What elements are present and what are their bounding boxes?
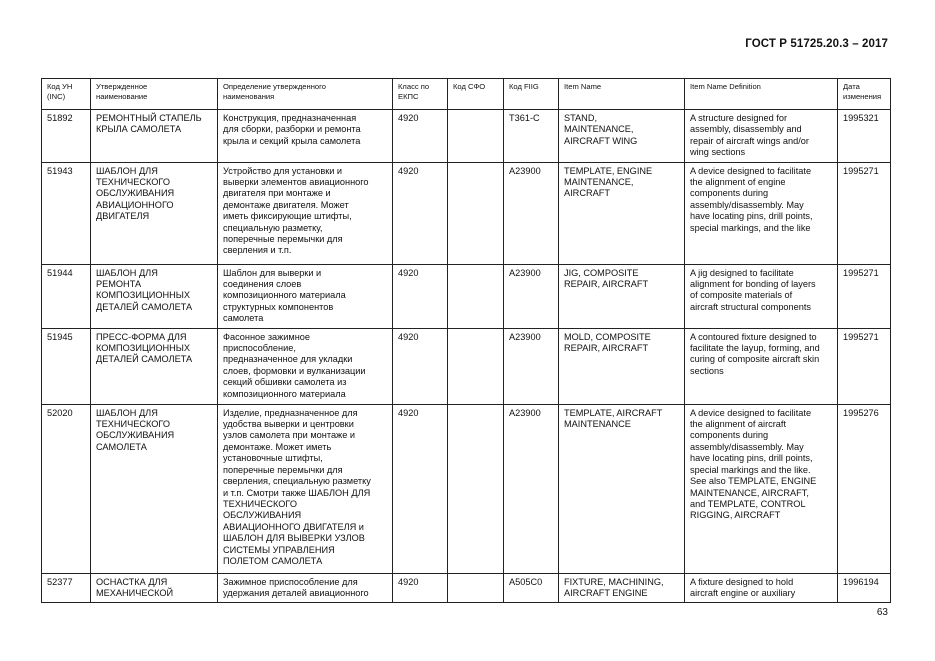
table-row — [42, 162, 891, 264]
cell-approved-name: ШАБЛОН ДЛЯ РЕМОНТА КОМПОЗИЦИОННЫХ ДЕТАЛЕЙ САМОЛЕТА — [91, 264, 218, 328]
cell-class: 4920 — [393, 264, 448, 328]
cell-class: 4920 — [393, 328, 448, 404]
cell-inc: 51892 — [42, 110, 91, 163]
cell-inc: 51945 — [42, 328, 91, 404]
cell-item-name-definition: A contoured fixture designed to facilitate the layup, forming, and curing of composite aircraft skin sections — [685, 328, 838, 404]
cell-item-name-definition: A device designed to facilitate the alignment of aircraft components during assembly/disassembly. May have locating pins, drill points, special markings and the like. See also TEMPLATE, ENGINE MAINTENANCE, AIRCRAFT, and TEMPLATE, CONTROL RIGGING, AIRCRAFT — [685, 404, 838, 573]
cell-change-date: 1995271 — [838, 328, 891, 404]
cell-sfo — [448, 404, 504, 573]
cell-item-name-definition: A fixture designed to hold aircraft engine or auxiliary — [685, 573, 838, 603]
col-header-item-name: Item Name — [559, 79, 685, 110]
cell-class: 4920 — [393, 162, 448, 264]
cell-class: 4920 — [393, 110, 448, 163]
cell-change-date: 1995321 — [838, 110, 891, 163]
col-header-inc: Код УН (INC) — [42, 79, 91, 110]
cell-fiig: A23900 — [504, 328, 559, 404]
cell-approved-name: ШАБЛОН ДЛЯ ТЕХНИЧЕСКОГО ОБСЛУЖИВАНИЯ АВИАЦИОННОГО ДВИГАТЕЛЯ — [91, 162, 218, 264]
cell-definition: Зажимное приспособление для удержания деталей авиационного — [218, 573, 393, 603]
cell-sfo — [448, 264, 504, 328]
table-row — [42, 573, 891, 603]
document-header: ГОСТ Р 51725.20.3 – 2017 — [745, 38, 888, 50]
cell-fiig: A23900 — [504, 404, 559, 573]
cell-approved-name: ШАБЛОН ДЛЯ ТЕХНИЧЕСКОГО ОБСЛУЖИВАНИЯ САМОЛЕТА — [91, 404, 218, 573]
cell-class: 4920 — [393, 573, 448, 603]
cell-item-name-definition: A device designed to facilitate the alignment of engine components during assembly/disassembly. May have locating pins, drill points, special markings, and the like — [685, 162, 838, 264]
cell-definition: Устройство для установки и выверки элементов авиационного двигателя при монтаже и демонтаже двигателя. Может иметь фиксирующие штифты, специальную разметку, поперечные перемычки для сверления и т.п. — [218, 162, 393, 264]
cell-class: 4920 — [393, 404, 448, 573]
cell-definition: Изделие, предназначенное для удобства выверки и центровки узлов самолета при монтаже и демонтаже. Может иметь установочные штифты, поперечные перемычки для сверления, специальную разметку и т.п. Смотри также ШАБЛОН ДЛЯ ТЕХНИЧЕСКОГО ОБСЛУЖИВАНИЯ АВИАЦИОННОГО ДВИГАТЕЛЯ и ШАБЛОН ДЛЯ ВЫВЕРКИ УЗЛОВ СИСТЕМЫ УПРАВЛЕНИЯ ПОЛЕТОМ САМОЛЕТА — [218, 404, 393, 573]
cell-item-name: STAND, MAINTENANCE, AIRCRAFT WING — [559, 110, 685, 163]
table-row — [42, 110, 891, 163]
cell-item-name-definition: A jig designed to facilitate alignment for bonding of layers of composite materials of aircraft structural components — [685, 264, 838, 328]
cell-item-name: FIXTURE, MACHINING, AIRCRAFT ENGINE — [559, 573, 685, 603]
cell-definition: Шаблон для выверки и соединения слоев композиционного материала структурных компонентов самолета — [218, 264, 393, 328]
cell-inc: 52377 — [42, 573, 91, 603]
cell-definition: Фасонное зажимное приспособление, предназначенное для укладки слоев, формовки и вулканизации секций обшивки самолета из композиционного материала — [218, 328, 393, 404]
cell-item-name: JIG, COMPOSITE REPAIR, AIRCRAFT — [559, 264, 685, 328]
page-number: 63 — [876, 607, 888, 618]
cell-inc: 51944 — [42, 264, 91, 328]
cell-change-date: 1995276 — [838, 404, 891, 573]
col-header-definition: Определение утвержденного наименования — [218, 79, 393, 110]
col-header-item-name-definition: Item Name Definition — [685, 79, 838, 110]
cell-item-name-definition: A structure designed for assembly, disassembly and repair of aircraft wings and/or wing sections — [685, 110, 838, 163]
cell-item-name: TEMPLATE, AIRCRAFT MAINTENANCE — [559, 404, 685, 573]
cell-change-date: 1995271 — [838, 264, 891, 328]
col-header-approved-name: Утвержденное наименование — [91, 79, 218, 110]
cell-fiig: A505C0 — [504, 573, 559, 603]
cell-sfo — [448, 328, 504, 404]
cell-definition: Конструкция, предназначенная для сборки, разборки и ремонта крыла и секций крыла самолета — [218, 110, 393, 163]
table-row — [42, 404, 891, 573]
cell-item-name: MOLD, COMPOSITE REPAIR, AIRCRAFT — [559, 328, 685, 404]
col-header-change-date: Дата изменения — [838, 79, 891, 110]
cell-inc: 52020 — [42, 404, 91, 573]
cell-approved-name: РЕМОНТНЫЙ СТАПЕЛЬ КРЫЛА САМОЛЕТА — [91, 110, 218, 163]
items-table — [41, 78, 891, 603]
col-header-sfo: Код СФО — [448, 79, 504, 110]
cell-approved-name: ОСНАСТКА ДЛЯ МЕХАНИЧЕСКОЙ — [91, 573, 218, 603]
cell-fiig: T361-C — [504, 110, 559, 163]
cell-change-date: 1996194 — [838, 573, 891, 603]
col-header-class: Класс по ЕКПС — [393, 79, 448, 110]
cell-approved-name: ПРЕСС-ФОРМА ДЛЯ КОМПОЗИЦИОННЫХ ДЕТАЛЕЙ САМОЛЕТА — [91, 328, 218, 404]
cell-item-name: TEMPLATE, ENGINE MAINTENANCE, AIRCRAFT — [559, 162, 685, 264]
col-header-fiig: Код FIIG — [504, 79, 559, 110]
table-header-row — [42, 79, 891, 110]
cell-fiig: A23900 — [504, 264, 559, 328]
cell-sfo — [448, 162, 504, 264]
cell-sfo — [448, 573, 504, 603]
table-row — [42, 264, 891, 328]
cell-change-date: 1995271 — [838, 162, 891, 264]
cell-sfo — [448, 110, 504, 163]
cell-fiig: A23900 — [504, 162, 559, 264]
table-row — [42, 328, 891, 404]
cell-inc: 51943 — [42, 162, 91, 264]
